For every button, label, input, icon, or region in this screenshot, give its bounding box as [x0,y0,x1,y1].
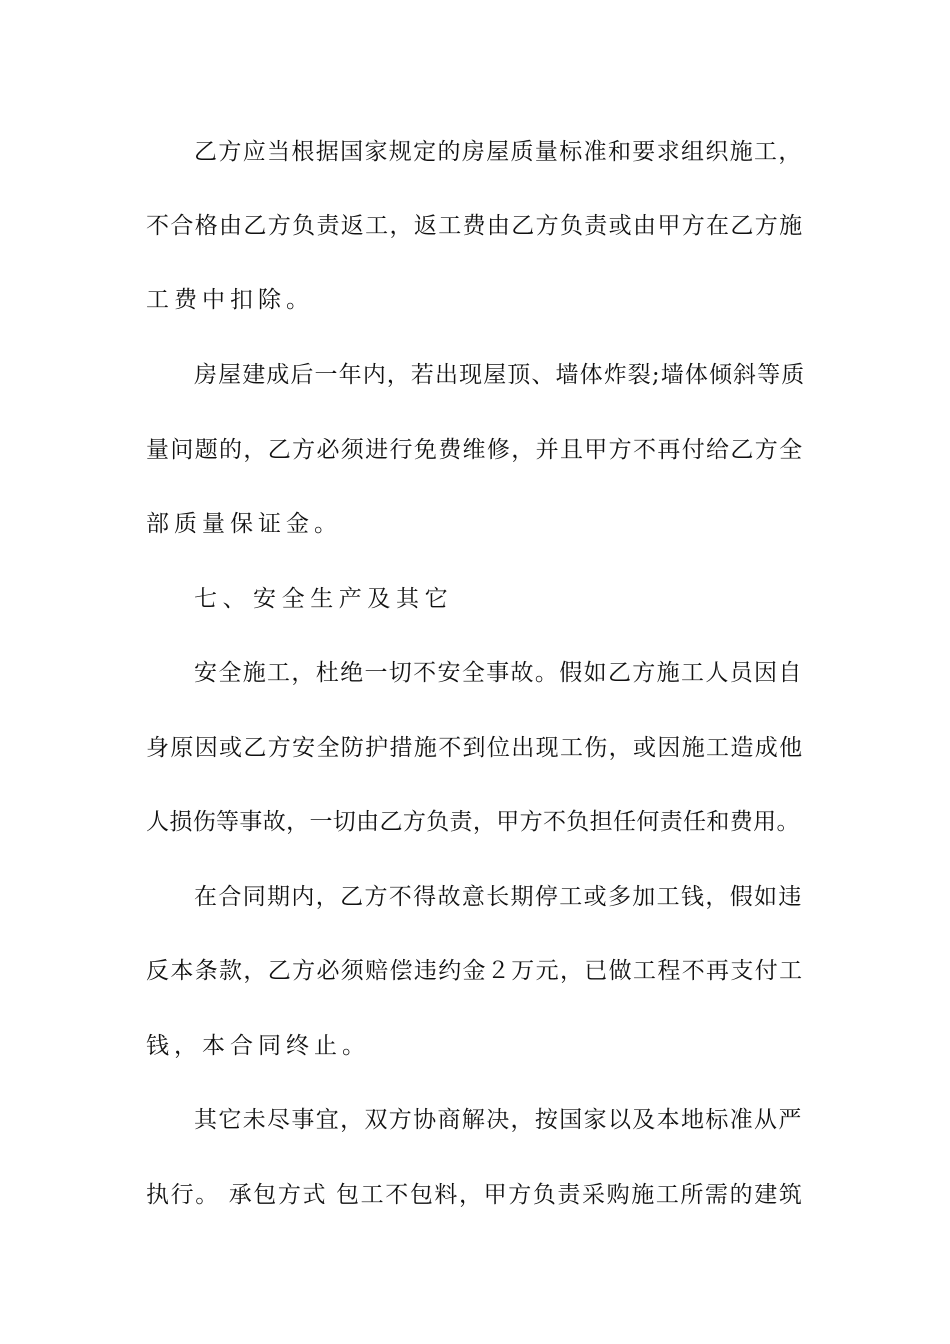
paragraph-line: 执行。 承包方式 包工不包料，甲方负责采购施工所需的建筑 [146,1182,804,1208]
paragraph-line: 安全施工，杜绝一切不安全事故。假如乙方施工人员因自 [194,660,803,686]
paragraph-line: 不合格由乙方负责返工，返工费由乙方负责或由甲方在乙方施 [146,213,804,239]
section-title: 安全生产及其它 [253,586,454,612]
paragraph-line: 其它未尽事宜，双方协商解决，按国家以及本地标准从严 [194,1107,803,1133]
section-number: 七、 [194,586,252,612]
paragraph-line: 反本条款，乙方必须赔偿违约金２万元，已做工程不再支付工 [146,958,804,984]
paragraph-line: 工费中扣除。 [146,287,314,313]
paragraph-line: 在合同期内，乙方不得故意长期停工或多加工钱，假如违 [194,884,803,910]
paragraph-line: 房屋建成后一年内，若出现屋顶、墙体炸裂;墙体倾斜等质 [194,362,806,388]
paragraph-line: 部质量保证金。 [146,511,342,537]
paragraph-line: 身原因或乙方安全防护措施不到位出现工伤，或因施工造成他 [146,735,804,761]
paragraph-line: 钱，本合同终止。 [146,1033,370,1059]
section-heading [0,581,806,617]
paragraph-line: 量问题的，乙方必须进行免费维修，并且甲方不再付给乙方全 [146,437,804,463]
paragraph-line: 人损伤等事故，一切由乙方负责，甲方不负担任何责任和费用。 [146,809,800,835]
paragraph-line: 乙方应当根据国家规定的房屋质量标准和要求组织施工， [194,139,803,165]
